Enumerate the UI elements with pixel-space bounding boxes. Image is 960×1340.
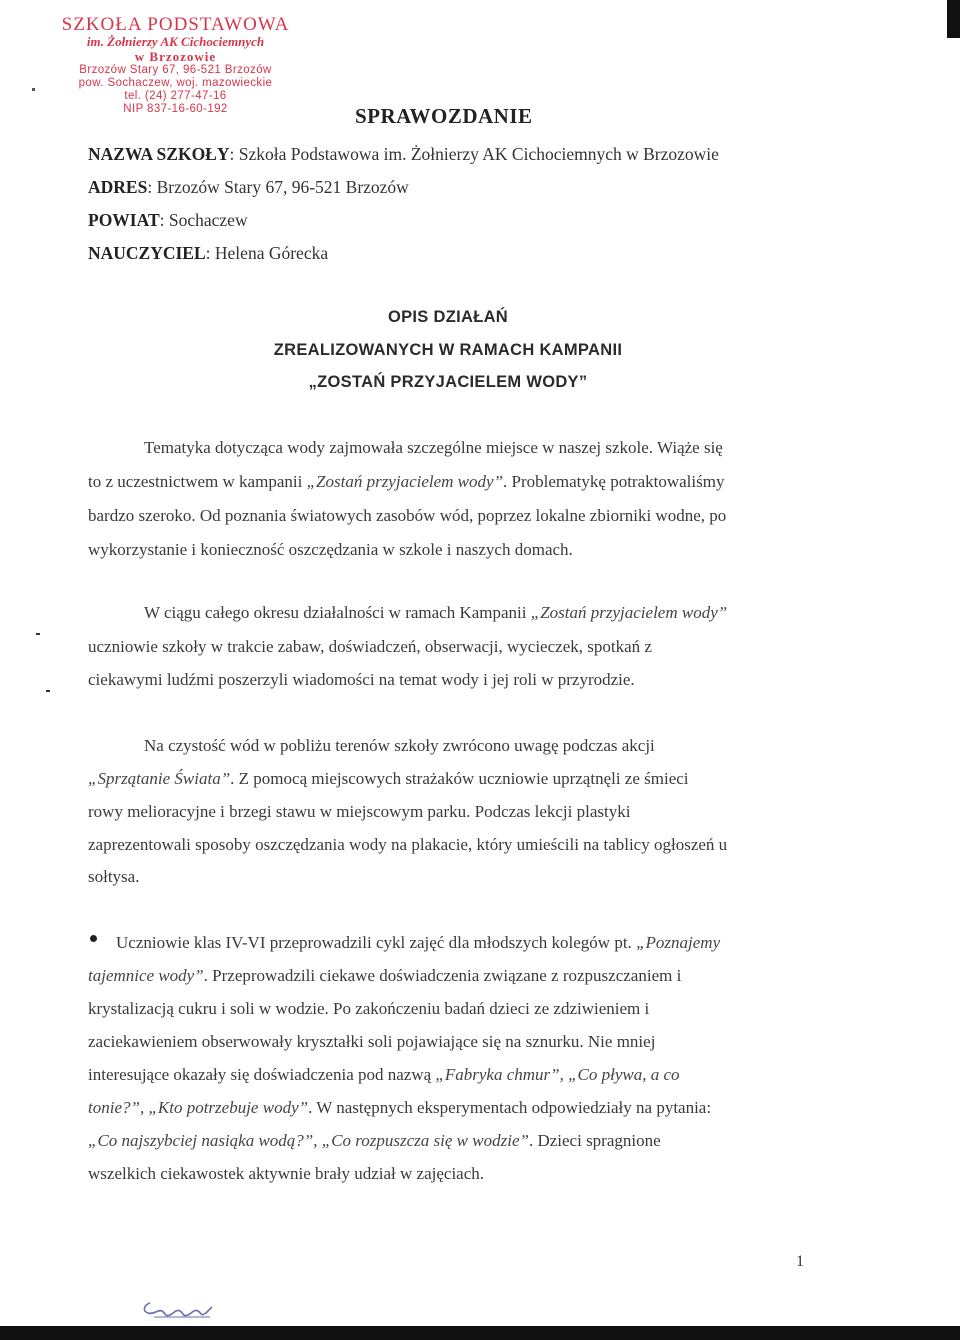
field-county: POWIAT: Sochaczew <box>88 210 248 230</box>
text-line: zaciekawieniem obserwowały kryształki soli pojawiające się na sznurku. Nie mniej <box>88 1032 656 1051</box>
stamp-line: NIP 837-16-60-192 <box>123 102 228 115</box>
field-address: ADRES: Brzozów Stary 67, 96-521 Brzozów <box>88 177 409 197</box>
scan-speck <box>36 633 40 635</box>
field-label: NAZWA SZKOŁY <box>88 144 230 164</box>
document-title: SPRAWOZDANIE <box>355 104 533 128</box>
field-label: NAUCZYCIEL <box>88 243 206 263</box>
text-line: krystalizacją cukru i soli w wodzie. Po zakończeniu badań dzieci ze zdziwieniem i <box>88 999 650 1018</box>
action-name: „Sprzątanie Świata” <box>88 769 231 788</box>
field-label: ADRES <box>88 177 148 197</box>
field-value: Helena Górecka <box>214 243 329 263</box>
field-school-name: NAZWA SZKOŁY: Szkoła Podstawowa im. Żołnierzy AK Cichociemnych w Brzozowie <box>88 144 719 164</box>
field-teacher: NAUCZYCIEL: Helena Górecka <box>88 243 329 263</box>
text-line: wykorzystanie i konieczność oszczędzania w szkole i naszych domach. <box>88 540 573 559</box>
section-heading-line: OPIS DZIAŁAŃ <box>387 308 509 326</box>
page-number: 1 <box>796 1253 804 1270</box>
stamp-line: pow. Sochaczew, woj. mazowieckie <box>78 77 273 90</box>
stamp-line: SZKOŁA PODSTAWOWA <box>61 14 290 35</box>
stamp-line: w Brzozowie <box>134 48 217 64</box>
text-line: „Sprzątanie Świata”. Z pomocą miejscowych strażaków uczniowie uprzątnęli ze śmieci <box>88 769 689 788</box>
text-line: tajemnice wody”. Przeprowadzili ciekawe doświadczenia związane z rozpuszczaniem i <box>88 966 682 985</box>
campaign-name: „Zostań przyjacielem wody” <box>306 472 504 491</box>
field-value: Sochaczew <box>168 210 248 230</box>
scan-edge-mark <box>947 0 960 38</box>
text-line: W ciągu całego okresu działalności w ramach Kampanii „Zostań przyjacielem wody” <box>144 603 728 622</box>
signature-icon <box>140 1295 220 1323</box>
text-line: rowy melioracyjne i brzegi stawu w miejscowym parku. Podczas lekcji plastyki <box>88 802 631 821</box>
scan-speck <box>32 88 35 91</box>
text-line: tonie?”, „Kto potrzebuje wody”. W następnych eksperymentach odpowiedziały na pytania: <box>88 1098 712 1117</box>
section-heading-line: ZREALIZOWANYCH W RAMACH KAMPANII <box>273 341 623 359</box>
stamp-line: im. Żołnierzy AK Cichociemnych <box>86 34 265 50</box>
section-heading-line: „ZOSTAŃ PRZYJACIELEM WODY” <box>308 373 588 391</box>
stamp-line: tel. (24) 277-47-16 <box>124 90 227 103</box>
field-value: Szkoła Podstawowa im. Żołnierzy AK Cichociemnych w Brzozowie <box>238 144 719 164</box>
field-value: Brzozów Stary 67, 96-521 Brzozów <box>156 177 409 197</box>
text-line: to z uczestnictwem w kampanii „Zostań przyjacielem wody”. Problematykę potraktowaliśmy <box>88 472 725 491</box>
field-label: POWIAT <box>88 210 160 230</box>
text-line: Uczniowie klas IV-VI przeprowadzili cykl zajęć dla młodszych kolegów pt. „Poznajemy <box>116 933 721 952</box>
text-line: uczniowie szkoły w trakcie zabaw, doświadczeń, obserwacji, wycieczek, spotkań z <box>88 637 652 656</box>
school-stamp <box>48 14 303 116</box>
text-line: Tematyka dotycząca wody zajmowała szczególne miejsce w naszej szkole. Wiąże się <box>144 438 723 457</box>
text-line: „Co najszybciej nasiąka wodą?”, „Co rozpuszcza się w wodzie”. Dzieci spragnione <box>88 1131 661 1150</box>
text-line: wszelkich ciekawostek aktywnie brały udział w zajęciach. <box>88 1164 485 1183</box>
text-line: zaprezentowali sposoby oszczędzania wody na plakacie, który umieścili na tablicy ogłoszeń u <box>88 835 728 854</box>
text-line: bardzo szeroko. Od poznania światowych zasobów wód, poprzez lokalne zbiorniki wodne, po <box>88 506 727 525</box>
scan-speck <box>46 690 50 692</box>
campaign-name: „Zostań przyjacielem wody” <box>530 603 728 622</box>
text-line: sołtysa. <box>88 867 140 886</box>
scan-edge-mark <box>0 1326 960 1340</box>
stamp-line: Brzozów Stary 67, 96-521 Brzozów <box>79 64 272 77</box>
text-line: interesujące okazały się doświadczenia pod nazwą „Fabryka chmur”, „Co pływa, a co <box>88 1065 680 1084</box>
text-line: ciekawymi ludźmi poszerzyli wiadomości na temat wody i jej roli w przyrodzie. <box>88 670 635 689</box>
bullet-icon <box>90 935 97 942</box>
text-line: Na czystość wód w pobliżu terenów szkoły zwrócono uwagę podczas akcji <box>144 736 655 755</box>
